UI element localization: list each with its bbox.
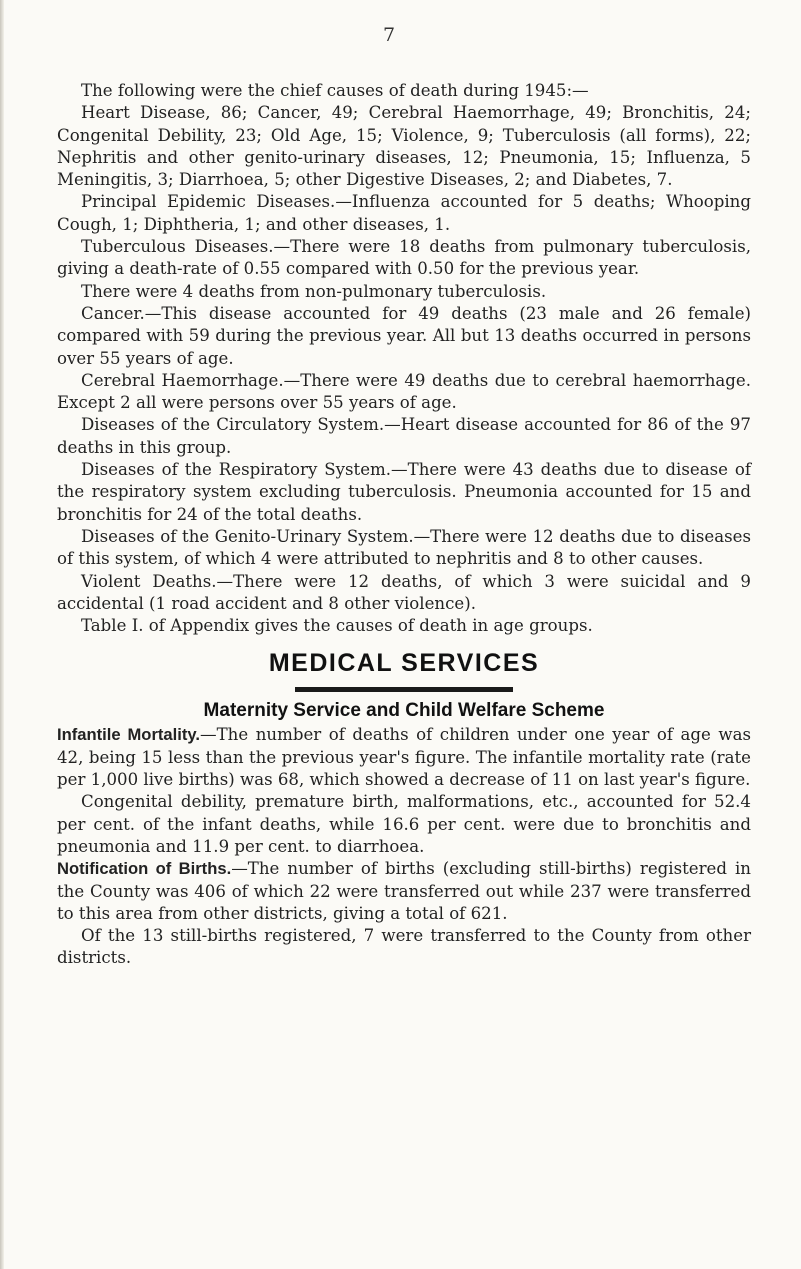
circulatory-system: Diseases of the Circulatory System.—Heart disease accounted for 86 of the 97 deaths in this group. bbox=[57, 415, 751, 457]
table-reference: Table I. of Appendix gives the causes of death in age groups. bbox=[81, 616, 593, 636]
violent-deaths: Violent Deaths.—There were 12 deaths, of which 3 were suicidal and 9 accidental (1 road accident and 8 other violence). bbox=[57, 571, 751, 613]
cancer: Cancer.—This disease accounted for 49 deaths (23 male and 26 female) compared with 59 during the previous year. All but 13 deaths occurred in persons over 55 years of age. bbox=[57, 303, 751, 368]
infantile-mortality bbox=[57, 724, 751, 791]
page-binding-edge bbox=[0, 0, 4, 1269]
section-heading: MEDICAL SERVICES bbox=[268, 649, 540, 678]
non-pulmonary-tuberculosis: There were 4 deaths from non-pulmonary tuberculosis. bbox=[81, 281, 547, 301]
notification-text: —The number of births (excluding still-births) registered in the County was 406 of which 22 were transferred out while 237 were transferred to this area from other districts, giving a total of 621. bbox=[57, 859, 751, 923]
congenital-debility: Congenital debility, premature birth, malformations, etc., accounted for 52.4 per cent. of the infant deaths, while 16.6 per cent. were due to bronchitis and pneumonia and 11.9 per cent. to diarrhoea. bbox=[57, 792, 751, 856]
causes-intro: The following were the chief causes of death during 1945:— bbox=[81, 81, 589, 100]
infantile-mortality-lead: Infantile Mortality. bbox=[57, 725, 201, 745]
infantile-mortality-text: —The number of deaths of children under one year of age was 42, being 15 less than the previous year's figure. The infantile mortality rate (rate per 1,000 live births) was 68, which showed a decrease of 11 on last year's figure. bbox=[57, 725, 751, 790]
cerebral-haemorrhage: Cerebral Haemorrhage.—There were 49 deaths due to cerebral haemorrhage. Except 2 all were persons over 55 years of age. bbox=[57, 370, 751, 413]
still-births: Of the 13 still-births registered, 7 were transferred to the County from other districts. bbox=[57, 926, 751, 968]
heading-rule bbox=[295, 687, 513, 692]
epidemic-diseases: Principal Epidemic Diseases.—Influenza accounted for 5 deaths; Whooping Cough, 1; Diphtheria, 1; and other diseases, 1. bbox=[57, 192, 751, 234]
subheading: Maternity Service and Child Welfare Scheme bbox=[203, 700, 605, 722]
page-number: 7 bbox=[383, 24, 396, 46]
genito-urinary-system: Diseases of the Genito-Urinary System.—There were 12 deaths due to diseases of this system, of which 4 were attributed to nephritis and 8 to other causes. bbox=[57, 526, 751, 569]
causes-list: Heart Disease, 86; Cancer, 49; Cerebral Haemorrhage, 49; Bronchitis, 24; Congenital Debility, 23; Old Age, 15; Violence, 9; Tuberculosis (all forms), 22; Nephritis and other genito-urinary diseases, 12; Pneumonia, 15; Influenza, 5 Meningitis, 3; Diarrhoea, 5; other Digestive Diseases, 2; and Diabetes, 7. bbox=[57, 103, 751, 190]
tuberculous-diseases: Tuberculous Diseases.—There were 18 deaths from pulmonary tuberculosis, giving a death-rate of 0.55 compared with 0.50 for the previous year. bbox=[57, 237, 751, 279]
notification-of-births bbox=[57, 858, 751, 925]
document-body bbox=[57, 80, 751, 970]
respiratory-system: Diseases of the Respiratory System.—There were 43 deaths due to disease of the respiratory system excluding tuberculosis. Pneumonia accounted for 15 and bronchitis for 24 of the total deaths. bbox=[57, 460, 751, 524]
notification-lead: Notification of Births. bbox=[57, 859, 232, 879]
